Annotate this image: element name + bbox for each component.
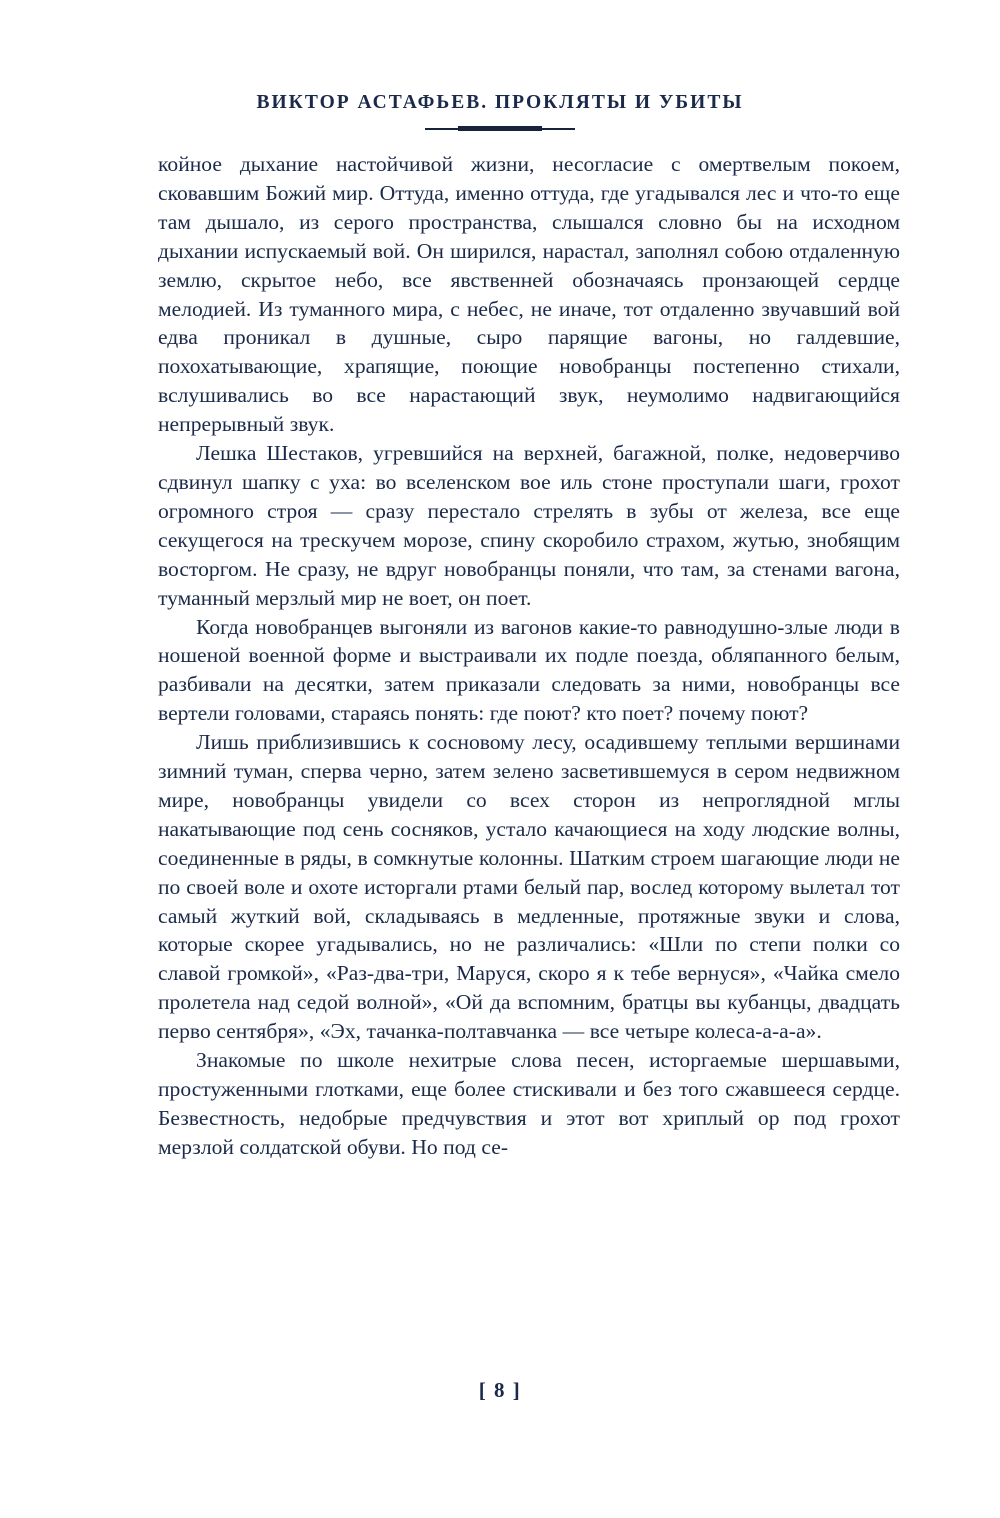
rule-center-bar [458,126,542,131]
page-number: [ 8 ] [478,1378,522,1402]
body-text-column [158,150,900,1162]
paragraph: Лешка Шестаков, угревшийся на верхней, багажной, полке, недоверчиво сдвинул шапку с уха: во вселенском вое иль стоне проступали шаги, грохот огромного строя — сразу перестало стрелять в зубы от железа, все еще секущегося на трескучем морозе, спину скоробило страхом, жутью, знобящим восторгом. Не сразу, не вдруг новобранцы поняли, что там, за стенами вагона, туманный мерзлый мир не воет, он поет. [158,441,900,610]
paragraph: Лишь приблизившись к сосновому лесу, осадившему теплыми вершинами зимний туман, сперва черно, затем зелено засветившемуся в сером недвижном мире, новобранцы увидели со всех сторон из непроглядной мглы накатывающие под сень сосняков, устало качающиеся на ходу людские волны, соединенные в ряды, в сомкнутые колонны. Шатким строем шагающие люди не по своей воле и охоте исторгали ртами белый пар, вослед которому вылетал тот самый жуткий вой, складываясь в медленные, протяжные звуки и слова, которые скорее угадывались, но не различались: «Шли по степи полки со славой громкой», «Раз-два-три, Маруся, скоро я к тебе вернуся», «Чайка смело пролетела над седой волной», «Ой да вспомним, братцы вы кубанцы, двадцать перво сентября», «Эх, тачанка-полтавчанка — все четыре колеса-а-а-а». [158,730,900,1044]
paragraph: Знакомые по школе нехитрые слова песен, исторгаемые шершавыми, простуженными глотками, еще более стискивали и без того сжавшееся сердце. Безвестность, недобрые предчувствия и этот вот хриплый ор под грохот мерзлой солдатской обуви. Но под се- [158,1048,900,1159]
running-head [100,92,900,132]
page-folio [0,1378,1000,1403]
header-rule-ornament [425,125,575,132]
paragraph: Когда новобранцев выгоняли из вагонов какие-то равнодушно-злые люди в ношеной военной форме и выстраивали их подле поезда, обляпанного белым, разбивали на десятки, затем приказали следовать за ними, новобранцы все вертели головами, стараясь понять: где поют? кто поет? почему поют? [158,614,900,726]
paragraph: койное дыхание настойчивой жизни, несогласие с омертвелым покоем, сковавшим Божий мир. Оттуда, именно оттуда, где угадывался лес и что-то еще там дышало, из серого пространства, слышался словно бы на исходном дыхании испускаемый вой. Он ширился, нарастал, заполнял собою отдаленную землю, скрытое небо, все явственней обозначаясь пронзающей сердце мелодией. Из туманного мира, с небес, не иначе, тот отдаленно звучавший вой едва проникал в душные, сыро парящие вагоны, но галдевшие, похохатывающие, храпящие, поющие новобранцы постепенно стихали, вслушивались во все нарастающий звук, неумолимо надвигающийся непрерывный звук. [158,152,900,437]
running-head-title: ВИКТОР АСТАФЬЕВ. ПРОКЛЯТЫ И УБИТЫ [256,92,744,113]
